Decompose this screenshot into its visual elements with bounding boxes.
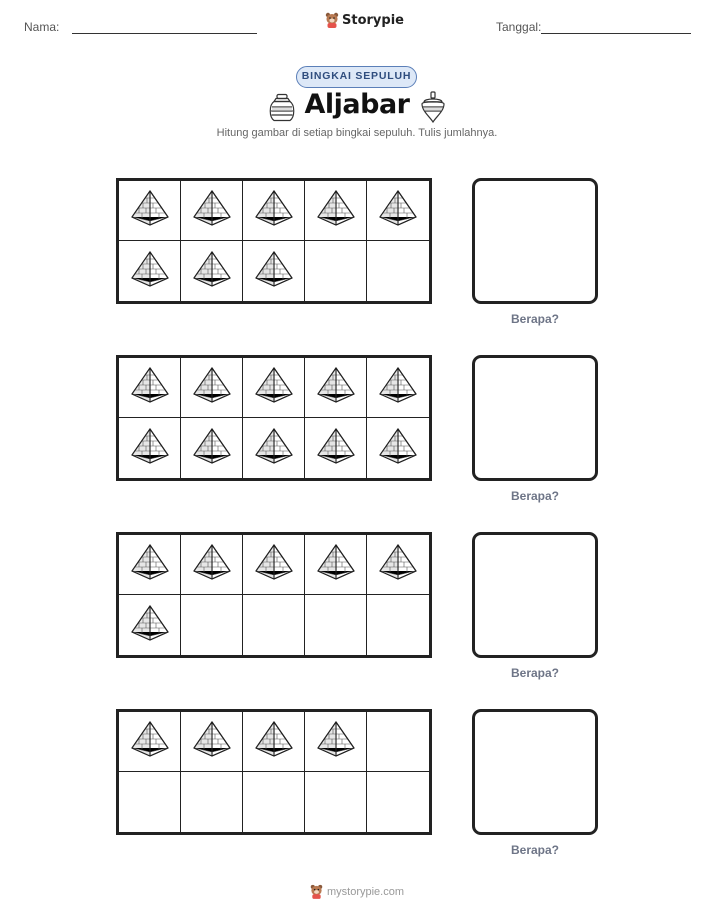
ten-frame — [116, 709, 432, 835]
pyramid-icon — [190, 543, 234, 586]
name-label: Nama: — [24, 20, 60, 34]
ten-frame-cell — [367, 181, 429, 241]
ten-frame-cell — [243, 772, 305, 832]
pyramid-icon — [128, 604, 172, 647]
bear-mascot-icon — [310, 884, 323, 899]
ten-frame-cell — [367, 418, 429, 478]
pyramid-icon — [190, 366, 234, 409]
pyramid-icon — [314, 543, 358, 586]
instruction-text: Hitung gambar di setiap bingkai sepuluh. Tulis jumlahnya. — [216, 127, 498, 139]
pyramid-icon — [128, 189, 172, 232]
ten-frame-cell — [367, 712, 429, 772]
pyramid-icon — [376, 427, 420, 470]
spinning-top-icon — [419, 91, 447, 123]
category-badge: BINGKAI SEPULUH — [296, 66, 417, 88]
pyramid-icon — [314, 427, 358, 470]
ten-frame-cell — [305, 181, 367, 241]
pyramid-icon — [376, 543, 420, 586]
ten-frame-cell — [305, 418, 367, 478]
bear-mascot-icon — [325, 12, 339, 28]
ten-frame-cell — [367, 535, 429, 595]
ten-frame-cell — [305, 772, 367, 832]
ten-frame-cell — [243, 181, 305, 241]
pyramid-icon — [376, 366, 420, 409]
answer-box[interactable] — [472, 178, 598, 304]
page-title: Aljabar — [304, 89, 410, 120]
ten-frame-cell — [181, 418, 243, 478]
footer-site: mystorypie.com — [326, 885, 405, 898]
date-line[interactable] — [541, 33, 691, 34]
answer-box[interactable] — [472, 709, 598, 835]
answer-prompt: Berapa? — [510, 666, 560, 680]
name-line[interactable] — [72, 33, 257, 34]
pyramid-icon — [252, 366, 296, 409]
pyramid-icon — [190, 720, 234, 763]
ten-frame-cell — [243, 595, 305, 655]
ten-frame-cell — [119, 535, 181, 595]
pyramid-icon — [252, 189, 296, 232]
pyramid-icon — [314, 189, 358, 232]
pyramid-icon — [314, 366, 358, 409]
pyramid-icon — [128, 543, 172, 586]
ten-frame — [116, 355, 432, 481]
footer — [0, 884, 714, 899]
pyramid-icon — [252, 720, 296, 763]
pyramid-icon — [252, 543, 296, 586]
brand-logo — [325, 12, 404, 28]
ten-frame-cell — [243, 712, 305, 772]
pyramid-icon — [376, 189, 420, 232]
ten-frame — [116, 178, 432, 304]
answer-box[interactable] — [472, 355, 598, 481]
answer-prompt: Berapa? — [510, 843, 560, 857]
ten-frame-cell — [181, 358, 243, 418]
answer-box[interactable] — [472, 532, 598, 658]
ten-frame-cell — [243, 358, 305, 418]
ten-frame-cell — [305, 595, 367, 655]
ten-frame-cell — [119, 181, 181, 241]
ten-frame-cell — [367, 595, 429, 655]
ten-frame-cell — [181, 712, 243, 772]
ten-frame-cell — [367, 241, 429, 301]
answer-prompt: Berapa? — [510, 489, 560, 503]
ten-frame-cell — [181, 241, 243, 301]
brand-name: Storypie — [342, 12, 404, 28]
ten-frame-cell — [181, 181, 243, 241]
ten-frame-cell — [243, 535, 305, 595]
ten-frame-cell — [181, 535, 243, 595]
pyramid-icon — [314, 720, 358, 763]
ten-frame-cell — [119, 358, 181, 418]
ten-frame-cell — [367, 358, 429, 418]
ten-frame-cell — [119, 241, 181, 301]
pyramid-icon — [128, 366, 172, 409]
ten-frame-cell — [181, 595, 243, 655]
ten-frame-cell — [367, 772, 429, 832]
pyramid-icon — [128, 250, 172, 293]
pyramid-icon — [190, 427, 234, 470]
ten-frame — [116, 532, 432, 658]
answer-prompt: Berapa? — [510, 312, 560, 326]
ten-frame-cell — [119, 418, 181, 478]
ten-frame-cell — [119, 712, 181, 772]
ten-frame-cell — [305, 241, 367, 301]
ten-frame-cell — [305, 358, 367, 418]
pyramid-icon — [128, 720, 172, 763]
date-label: Tanggal: — [496, 20, 542, 34]
pyramid-icon — [128, 427, 172, 470]
pyramid-icon — [190, 189, 234, 232]
ten-frame-cell — [243, 418, 305, 478]
ten-frame-cell — [243, 241, 305, 301]
pyramid-icon — [252, 250, 296, 293]
ten-frame-cell — [305, 535, 367, 595]
ten-frame-cell — [181, 772, 243, 832]
pyramid-icon — [252, 427, 296, 470]
ten-frame-cell — [119, 595, 181, 655]
ten-frame-cell — [119, 772, 181, 832]
pyramid-icon — [190, 250, 234, 293]
ten-frame-cell — [305, 712, 367, 772]
